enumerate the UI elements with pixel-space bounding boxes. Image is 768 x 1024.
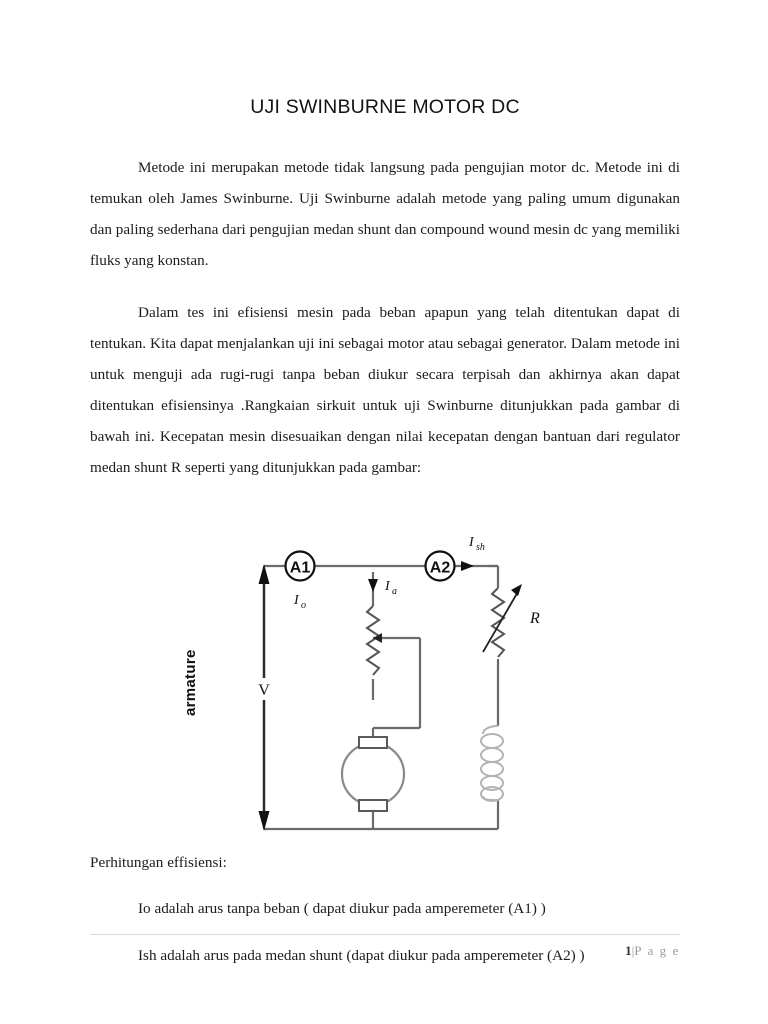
current-ia-label <box>384 579 397 597</box>
regulator-arrow-head <box>511 584 522 596</box>
svg-text:I: I <box>294 592 299 608</box>
footer-page-indicator <box>90 943 680 959</box>
page-footer <box>90 934 680 959</box>
document-content <box>90 0 680 972</box>
voltage-label: V <box>258 681 270 699</box>
footer-page-number: 1 <box>625 943 632 958</box>
armature-brush-top <box>359 737 387 748</box>
efficiency-item-io: Io adalah arus tanpa beban ( dapat diukur pada amperemeter (A1) ) <box>138 900 546 918</box>
paragraph-1: Metode ini merupakan metode tidak langsung pada pengujian motor dc. Metode ini di temukan oleh James Swinburne. Uji Swinburne adalah metode yang paling umum digunakan dan paling sederhana dari pengujian medan shunt dan compound wound mesin dc yang memiliki fluks yang konstan. <box>90 159 680 269</box>
armature-current-arrow <box>368 579 378 592</box>
circuit-diagram-figure <box>90 528 680 848</box>
ammeter-a1 <box>286 551 315 580</box>
ammeter-a2-label: A2 <box>429 559 451 577</box>
svg-text:sh: sh <box>476 541 485 553</box>
ammeter-a2 <box>426 551 455 580</box>
shunt-field-coil <box>481 726 503 801</box>
shunt-field-regulator-resistor <box>492 588 504 657</box>
paragraph-2: Dalam tes ini efisiensi mesin pada beban apapun yang telah ditentukan dapat di tentukan. Kita dapat menjalankan uji ini sebagai motor atau sebagai generator. Dalam metode ini untuk menguji ada rugi-rugi tanpa beban diukur secara terpisah dan akhirnya akan dapat ditentukan efisiensinya .Rangkaian sirkuit untuk uji Swinburne ditunjukkan pada gambar di bawah ini. Kecepatan mesin disesuaikan dengan nilai kecepatan dengan bantuan dari regulator medan shunt R seperti yang ditunjukkan pada gambar: <box>90 304 680 476</box>
armature-brush-bottom <box>359 800 387 811</box>
svg-text:a: a <box>392 585 397 597</box>
armature-label: armature <box>182 648 199 716</box>
armature-rheostat <box>367 606 379 675</box>
ammeter-a1-label: A1 <box>289 559 311 577</box>
armature-symbol <box>342 737 404 811</box>
regulator-label: R <box>530 609 540 627</box>
footer-separator: | <box>631 943 635 958</box>
svg-text:o: o <box>301 599 306 611</box>
shunt-current-arrow <box>461 561 474 571</box>
swinburne-circuit-svg <box>90 528 680 848</box>
footer-divider <box>90 934 680 935</box>
current-ish-label <box>468 535 485 553</box>
efficiency-item-ish: Ish adalah arus pada medan shunt (dapat diukur pada amperemeter (A2) ) <box>138 947 585 965</box>
efficiency-calc-heading: Perhitungan effisiensi: <box>90 853 227 871</box>
svg-text:I: I <box>385 578 390 594</box>
current-io-label <box>293 593 306 611</box>
svg-text:I: I <box>469 534 474 550</box>
page-title: UJI SWINBURNE MOTOR DC <box>250 96 520 118</box>
footer-page-word: P a g e <box>634 943 680 958</box>
